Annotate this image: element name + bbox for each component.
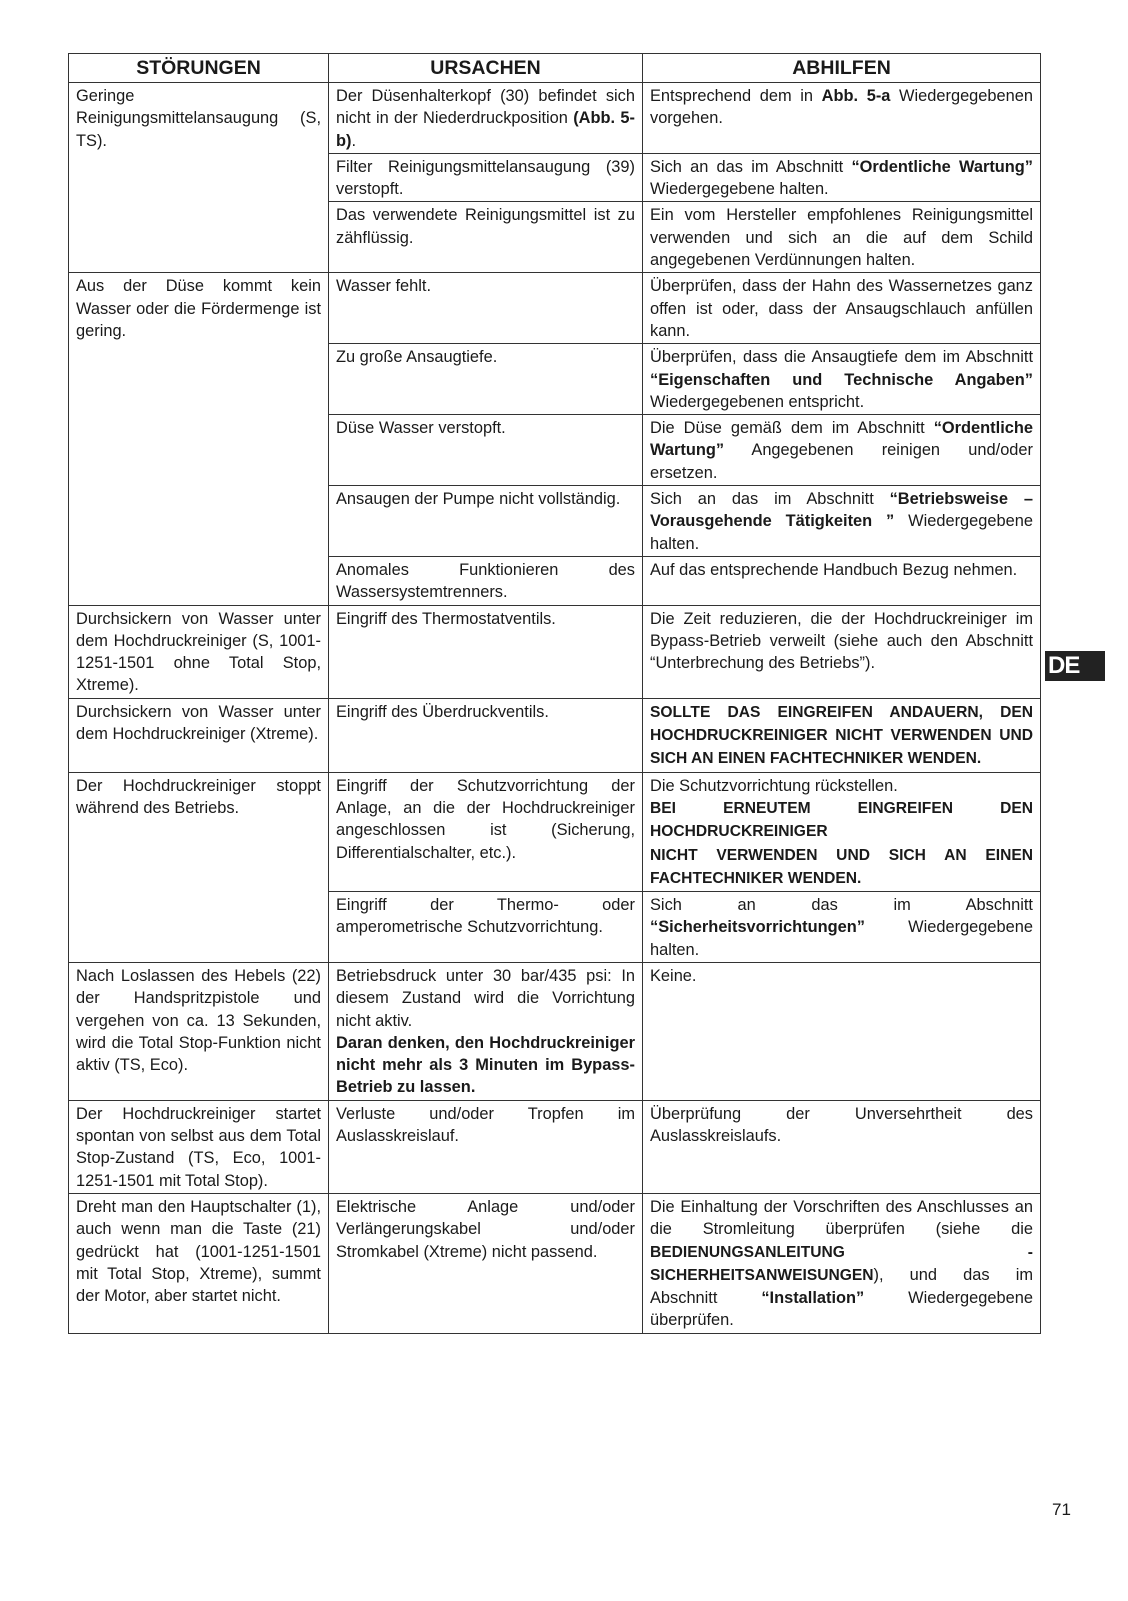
text-segment: . [351,131,357,150]
text-segment: ), und das im Abschnitt [650,1265,1033,1308]
text-segment: Elektrische Anlage und/oder Verlängerungskabel und/oder Stromkabel (Xtreme) nicht passend. [336,1197,635,1261]
text-segment: “Sicherheitsvorrichtungen” [650,918,865,937]
text-segment: Auf das entsprechende Handbuch Bezug nehmen. [650,560,1018,579]
cause-cell [329,344,643,415]
text-segment: Eingriff des Thermostatventils. [336,609,556,628]
text-segment: SOLLTE DAS EINGREIFEN ANDAUERN, DEN HOCHDRUCKREINIGER NICHT VERWENDEN UND SICH AN EINEN FACHTECHNIKER WENDEN. [650,703,1033,768]
remedy-cell [643,202,1041,273]
fault-cell: Nach Loslassen des Hebels (22) der Handspritzpistole und vergehen von ca. 13 Sekunden, wird die Total Stop-Funktion nicht aktiv (TS, Eco). [69,962,329,1100]
remedy-cell [643,1193,1041,1333]
fault-cell: Durchsickern von Wasser unter dem Hochdruckreiniger (S, 1001-1251-1501 ohne Total Stop, Xtreme). [69,605,329,698]
text-segment: Überprüfen, dass die Ansaugtiefe dem im Abschnitt [650,348,1033,367]
remedy-cell [643,415,1041,486]
text-segment: Der Düsenhalterkopf (30) befindet sich nicht in der Niederdruckposition [336,87,635,128]
text-segment: Sich an das im Abschnitt [650,157,852,176]
header-faults: STÖRUNGEN [69,54,329,83]
text-segment: Wiedergegebenen entspricht. [650,392,865,411]
cause-cell [329,1100,643,1193]
table-row [69,605,1041,698]
cause-cell [329,605,643,698]
text-segment: “Eigenschaften und Technische Angaben” [650,370,1033,389]
cause-cell [329,415,643,486]
text-segment: Filter Reinigungsmittelansaugung (39) verstopft. [336,157,635,199]
cause-cell [329,772,643,891]
text-segment: Wiedergegebene halten. [650,512,1033,553]
table-row [69,273,1041,344]
text-segment: Wiedergegebene halten. [650,918,1033,959]
text-segment: Wasser fehlt. [336,277,432,296]
text-segment: Keine. [650,966,697,985]
cause-cell [329,962,643,1100]
language-tab: DE [1045,651,1105,681]
cause-cell [329,486,643,557]
table-header-row [69,54,1041,83]
remedy-cell [643,605,1041,698]
text-segment: Das verwendete Reinigungsmittel ist zu zähflüssig. [336,206,635,247]
text-segment: (Abb. 5-b) [336,109,635,150]
remedy-cell [643,892,1041,963]
remedy-cell [643,486,1041,557]
text-segment: Wiedergegebenen vorgehen. [650,87,1033,128]
remedy-cell [643,83,1041,154]
text-segment: “Ordentliche Wartung” [650,419,1033,460]
table-row [69,698,1041,772]
table-row [69,1100,1041,1193]
remedy-cell [643,1100,1041,1193]
cause-cell [329,1193,643,1333]
cause-cell [329,556,643,605]
text-segment: Düse Wasser verstopft. [336,419,506,438]
text-segment: Verluste und/oder Tropfen im Auslasskreislauf. [336,1104,635,1146]
text-segment: Die Düse gemäß dem im Abschnitt [650,419,934,438]
remedy-cell [643,698,1041,772]
text-segment: BEI ERNEUTEM EINGREIFEN DEN HOCHDRUCKREINIGER [650,799,1033,841]
text-segment: Betriebsdruck unter 30 bar/435 psi: In diesem Zustand wird die Vorrichtung nicht aktiv. [336,966,635,1030]
text-segment: Sich an das im Abschnitt [650,490,890,509]
text-segment: Wiedergegebene halten. [650,180,829,199]
table-row [69,772,1041,891]
remedy-cell [643,153,1041,202]
remedy-cell [643,772,1041,891]
remedy-cell [643,344,1041,415]
text-segment: Entsprechend dem in [650,87,822,105]
text-segment: Ansaugen der Pumpe nicht vollständig. [336,490,621,509]
text-segment: Zu große Ansaugtiefe. [336,348,498,367]
cause-cell [329,153,643,202]
text-segment: Die Zeit reduzieren, die der Hochdruckreiniger im Bypass-Betrieb verweilt (siehe auch den Abschnitt “Unterbrechung des Betriebs”). [650,609,1033,673]
remedy-cell [643,273,1041,344]
cause-cell [329,892,643,963]
table-row [69,962,1041,1100]
text-segment: Abb. 5-a [821,87,891,105]
table-row [69,1193,1041,1333]
text-segment: Eingriff des Überdruckventils. [336,702,549,721]
text-segment: “Ordentliche Wartung” [851,157,1034,176]
text-segment: Sich an das im Abschnitt [650,896,1033,915]
header-remedies: ABHILFEN [643,54,1041,83]
fault-cell: Der Hochdruckreiniger stoppt während des Betriebs. [69,772,329,962]
cause-cell [329,202,643,273]
text-segment: Daran denken, den Hochdruckreiniger nicht mehr als 3 Minuten im Bypass-Betrieb zu lassen. [336,1033,635,1097]
fault-cell: Aus der Düse kommt kein Wasser oder die Fördermenge ist gering. [69,273,329,605]
text-segment: Ein vom Hersteller empfohlenes Reinigungsmittel verwenden und sich an die auf dem Schild angegebenen Verdünnungen halten. [650,206,1033,270]
text-segment: Eingriff der Schutzvorrichtung der Anlage, an die der Hochdruckreiniger angeschlossen ist (Sicherung, Differentialschalter, etc.). [336,776,635,862]
remedy-cell [643,556,1041,605]
fault-cell: Der Hochdruckreiniger startet spontan von selbst aus dem Total Stop-Zustand (TS, Eco, 1001-1251-1501 mit Total Stop). [69,1100,329,1193]
text-segment: Wiedergegebene überprüfen. [650,1289,1033,1330]
text-segment: Überprüfen, dass der Hahn des Wassernetzes ganz offen ist oder, dass der Ansaugschlauch anfüllen kann. [650,277,1033,340]
fault-cell: Durchsickern von Wasser unter dem Hochdruckreiniger (Xtreme). [69,698,329,772]
text-segment: “Betriebsweise – Vorausgehende Tätigkeiten ” [650,490,1033,531]
remedy-cell [643,962,1041,1100]
fault-cell: Dreht man den Hauptschalter (1), auch wenn man die Taste (21) gedrückt hat (1001-1251-1501 mit Total Stop, Xtreme), summt der Motor, aber startet nicht. [69,1193,329,1333]
cause-cell [329,83,643,154]
cause-cell [329,698,643,772]
table-row [69,83,1041,154]
text-segment: NICHT VERWENDEN UND SICH AN EINEN FACHTECHNIKER WENDEN. [650,846,1033,887]
cause-cell [329,273,643,344]
page-number: 71 [1052,1500,1071,1519]
table-body [69,83,1041,1334]
fault-cell: Geringe Reinigungsmittelansaugung (S, TS). [69,83,329,273]
text-segment: Anomales Funktionieren des Wassersystemtrenners. [336,560,635,602]
troubleshooting-table [68,53,1041,1334]
text-segment: Überprüfung der Unversehrtheit des Auslasskreislaufs. [650,1104,1033,1146]
text-segment: Die Schutzvorrichtung rückstellen. [650,776,898,795]
text-segment: Eingriff der Thermo- oder amperometrische Schutzvorrichtung. [336,896,635,937]
text-segment: Die Einhaltung der Vorschriften des Anschlusses an die Stromleitung überprüfen (siehe die [650,1197,1033,1239]
text-segment: BEDIENUNGSANLEITUNG - SICHERHEITSANWEISUNGEN [650,1243,1033,1284]
header-causes: URSACHEN [329,54,643,83]
text-segment: Angegebenen reinigen und/oder ersetzen. [650,441,1033,482]
text-segment: “Installation” [761,1289,865,1308]
